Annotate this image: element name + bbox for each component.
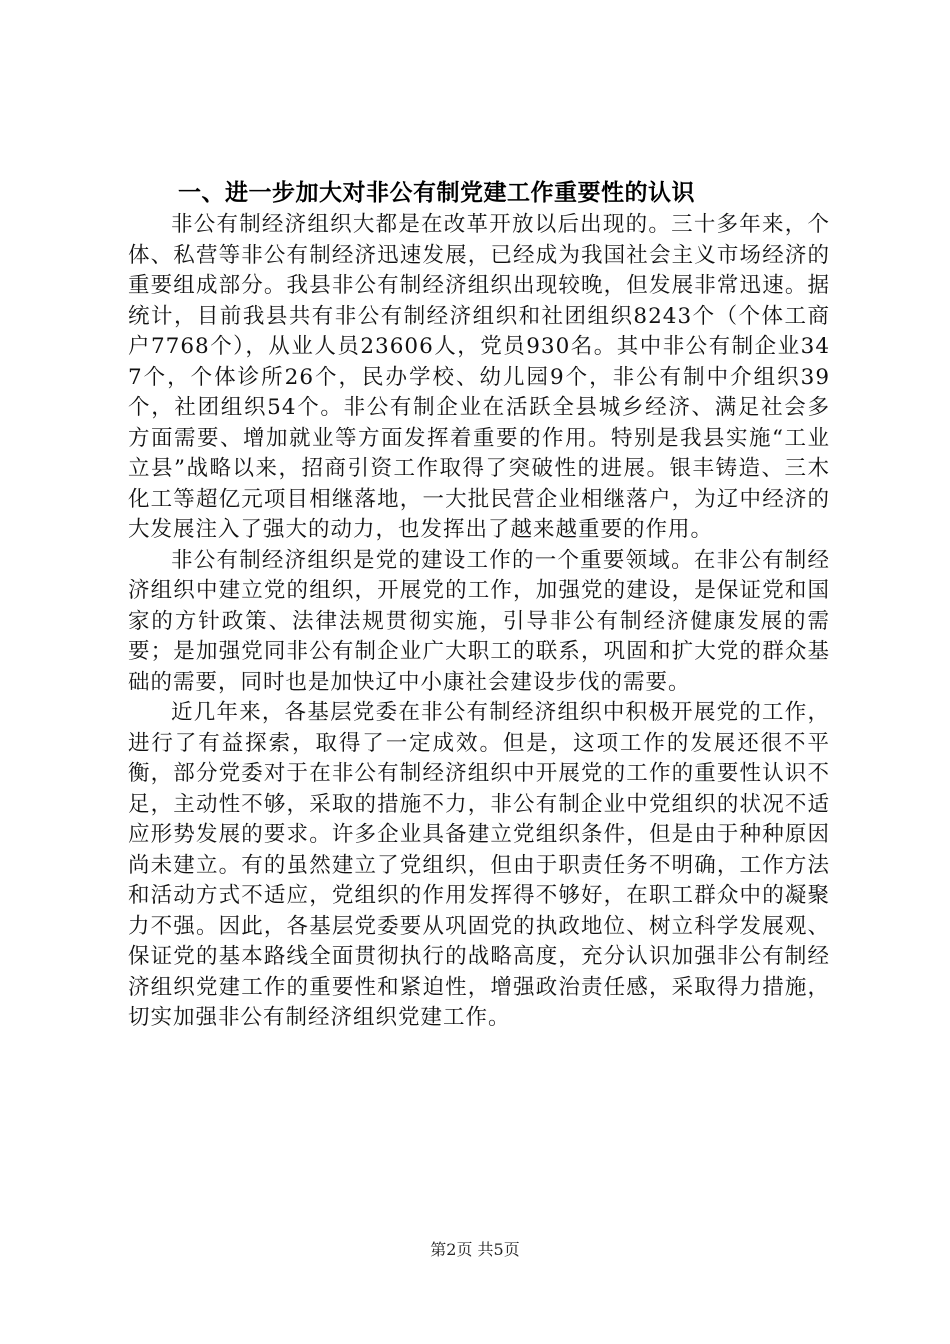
paragraph-3: 近几年来，各基层党委在非公有制经济组织中积极开展党的工作，进行了有益探索，取得了一定成效。但是，这项工作的发展还很不平衡，部分党委对于在非公有制经济组织中开展党的工作的重要性认识不足，主动性不够，采取的措施不力，非公有制企业中党组织的状况不适应形势发展的要求。许多企业具备建立党组织条件，但是由于种种原因尚未建立。有的虽然建立了党组织，但由于职责任务不明确，工作方法和活动方式不适应，党组织的作用发挥得不够好，在职工群众中的凝聚力不强。因此，各基层党委要从巩固党的执政地位、树立科学发展观、保证党的基本路线全面贯彻执行的战略高度，充分认识加强非公有制经济组织党建工作的重要性和紧迫性，增强政治责任感，采取得力措施，切实加强非公有制经济组织党建工作。 (128, 700, 830, 1030)
page-footer: 第2页 共5页 (430, 1240, 520, 1259)
paragraph-1: 非公有制经济组织大都是在改革开放以后出现的。三十多年来，个体、私营等非公有制经济迅速发展，已经成为我国社会主义市场经济的重要组成部分。我县非公有制经济组织出现较晚，但发展非常迅速。据统计，目前我县共有非公有制经济组织和社团组织8243个（个体工商户7768个），从业人员23606人，党员930名。其中非公有制企业347个，个体诊所26个，民办学校、幼儿园9个，非公有制中介组织39个，社团组织54个。非公有制企业在活跃全县城乡经济、满足社会多方面需要、增加就业等方面发挥着重要的作用。特别是我县实施“工业立县”战略以来，招商引资工作取得了突破性的进展。银丰铸造、三木化工等超亿元项目相继落地，一大批民营企业相继落户，为辽中经济的大发展注入了强大的动力，也发挥出了越来越重要的作用。 (128, 212, 831, 542)
paragraph-2: 非公有制经济组织是党的建设工作的一个重要领域。在非公有制经济组织中建立党的组织，开展党的工作，加强党的建设，是保证党和国家的方针政策、法律法规贯彻实施，引导非公有制经济健康发展的需要；是加强党同非公有制企业广大职工的联系，巩固和扩大党的群众基础的需要，同时也是加快辽中小康社会建设步伐的需要。 (128, 547, 830, 695)
body-text (128, 210, 830, 1034)
section-heading: 一、进一步加大对非公有制党建工作重要性的认识 (178, 180, 695, 206)
